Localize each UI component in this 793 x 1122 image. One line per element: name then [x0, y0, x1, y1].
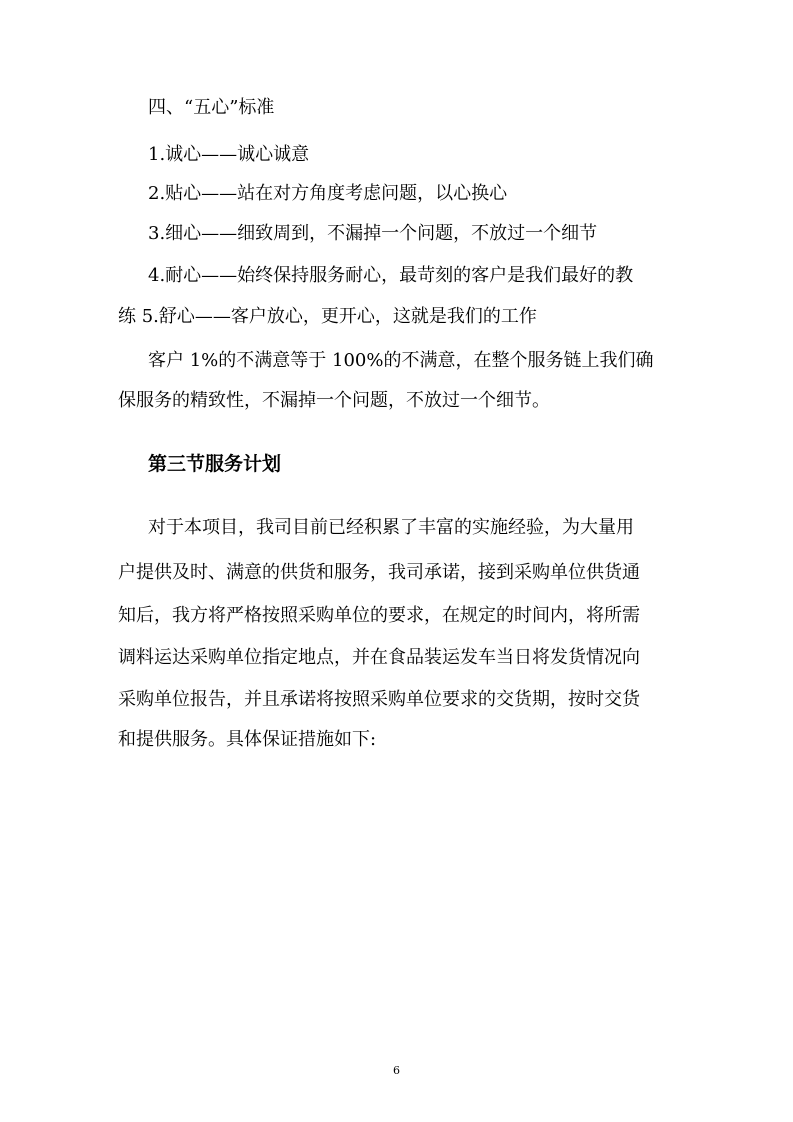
- summary-line: 保服务的精致性，不漏掉一个问题，不放过一个细节。: [118, 390, 550, 411]
- paragraph-line: 采购单位报告，并且承诺将按照采购单位要求的交货期，按时交货: [118, 689, 640, 710]
- paragraph-line: 和提供服务。具体保证措施如下:: [118, 729, 377, 750]
- list-item: 4.耐心——始终保持服务耐心，最苛刻的客户是我们最好的教: [148, 265, 634, 286]
- page-number: 6: [393, 1064, 400, 1077]
- paragraph-line: 户提供及时、满意的供货和服务，我司承诺，接到采购单位供货通: [118, 562, 640, 583]
- paragraph-line: 调料运达采购单位指定地点，并在食品装运发车当日将发货情况向: [118, 647, 640, 668]
- list-item: 2.贴心——站在对方角度考虑问题，以心换心: [148, 183, 508, 204]
- list-item: 练 5.舒心——客户放心，更开心，这就是我们的工作: [118, 306, 537, 327]
- paragraph-line: 知后，我方将严格按照采购单位的要求，在规定的时间内，将所需: [118, 605, 640, 626]
- section-heading: 第三节服务计划: [148, 453, 282, 475]
- summary-line: 客户 1%的不满意等于 100%的不满意，在整个服务链上我们确: [148, 350, 654, 371]
- list-item: 3.细心——细致周到，不漏掉一个问题，不放过一个细节: [148, 223, 598, 244]
- list-item: 1.诚心——诚心诚意: [148, 144, 310, 165]
- section-title: 四、“五心”标准: [148, 97, 275, 118]
- paragraph-line: 对于本项目，我司目前已经积累了丰富的实施经验，为大量用: [148, 517, 634, 538]
